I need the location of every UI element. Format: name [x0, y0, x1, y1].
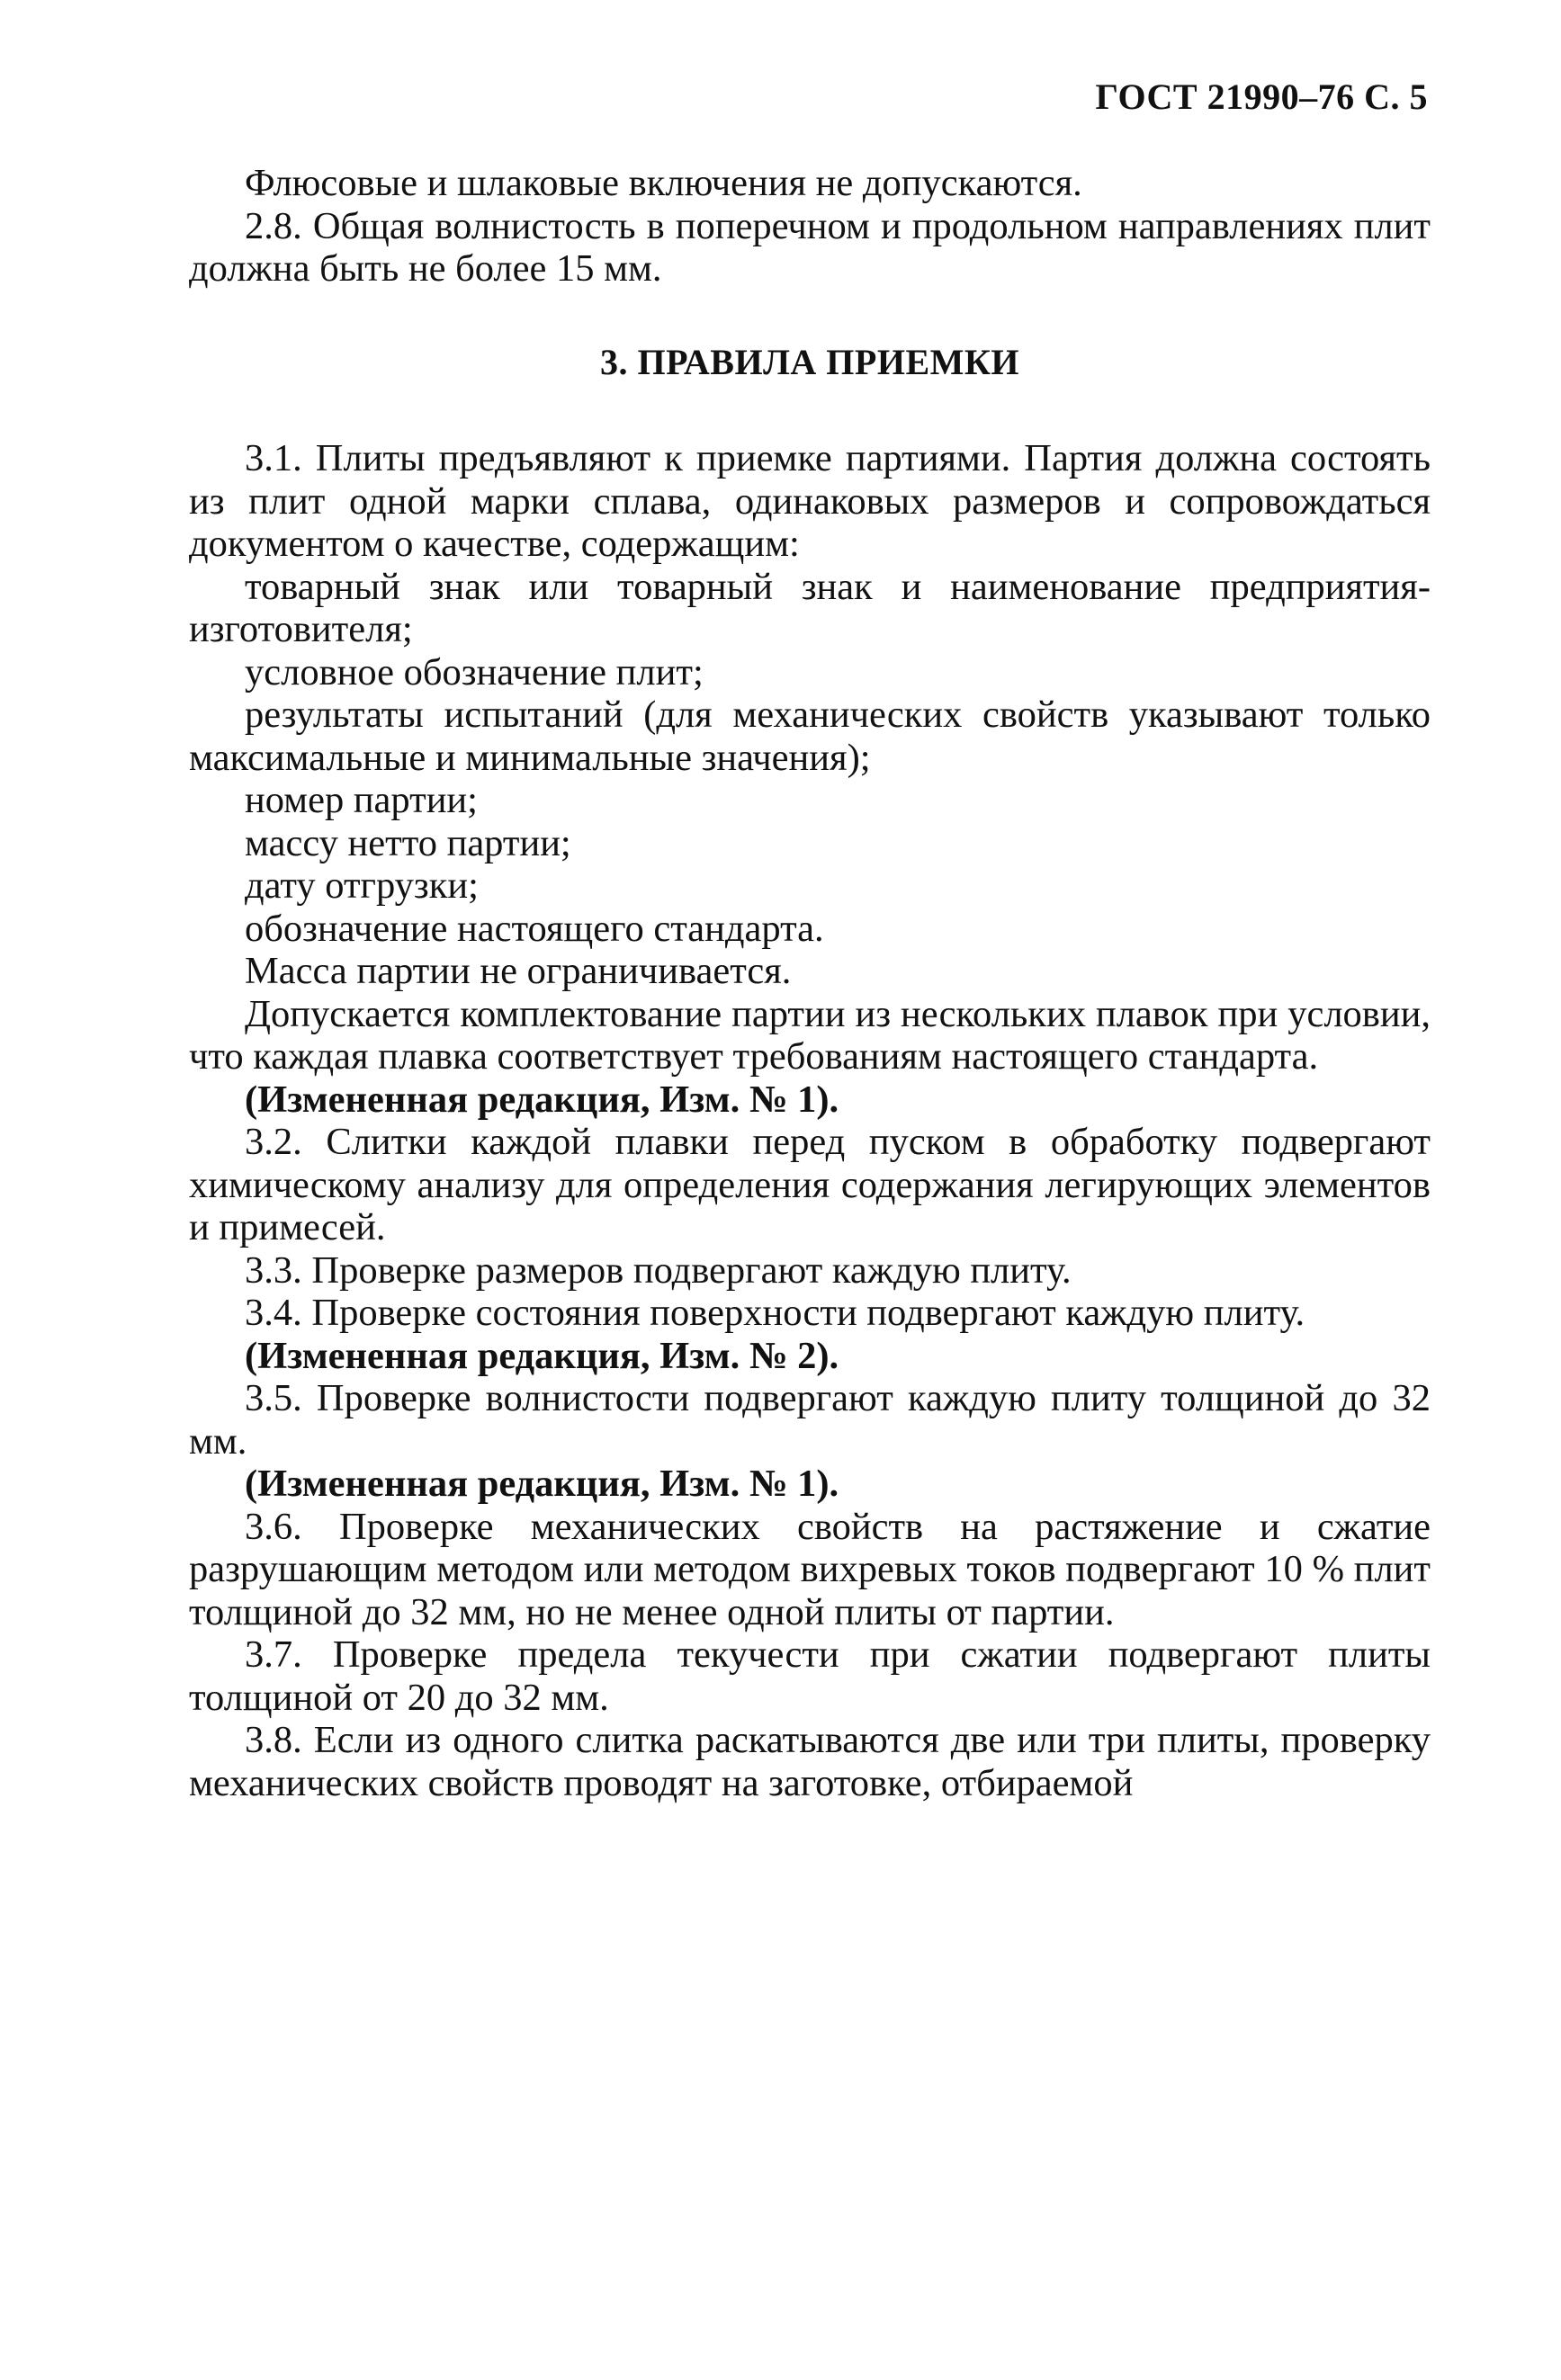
- list-item-test-results: результаты испытаний (для механических свойств указывают только максимальные и минимальные значения);: [189, 693, 1431, 779]
- paragraph-2-8: 2.8. Общая волнистость в поперечном и продольном направлениях плит должна быть не более 15 мм.: [189, 204, 1431, 290]
- list-item-net-mass: массу нетто партии;: [245, 821, 571, 864]
- paragraph-3-4: 3.4. Проверке состояния поверхности подвергают каждую плиту.: [245, 1292, 1305, 1334]
- document-body: [189, 162, 1431, 1804]
- paragraph-3-1: 3.1. Плиты предъявляют к приемке партиями. Партия должна состоять из плит одной марки сплава, одинаковых размеров и сопровождаться документом о качестве, содержащим:: [189, 437, 1431, 565]
- amendment-note-3: (Измененная редакция, Изм. № 1).: [245, 1463, 839, 1505]
- paragraph-batch-assembly: Допускается комплектование партии из нескольких плавок при условии, что каждая плавка соответствует требованиям настоящего стандарта.: [189, 992, 1431, 1078]
- paragraph-flux-inclusions: Флюсовые и шлаковые включения не допускаются.: [245, 162, 1082, 204]
- paragraph-3-8: 3.8. Если из одного слитка раскатываются две или три плиты, проверку механических свойств проводят на заготовке, отбираемой: [189, 1719, 1431, 1804]
- paragraph-batch-mass: Масса партии не ограничивается.: [245, 950, 792, 992]
- list-item-designation: условное обозначение плит;: [245, 650, 704, 693]
- list-item-trademark: товарный знак или товарный знак и наименование предприятия-изготовителя;: [189, 565, 1431, 650]
- list-item-batch-number: номер партии;: [245, 779, 478, 821]
- paragraph-3-6: 3.6. Проверке механических свойств на растяжение и сжатие разрушающим методом или методом вихревых токов подвергают 10 % плит толщиной до 32 мм, но не менее одной плиты от партии.: [189, 1505, 1431, 1633]
- paragraph-3-3: 3.3. Проверке размеров подвергают каждую плиту.: [245, 1248, 1072, 1292]
- paragraph-3-2: 3.2. Слитки каждой плавки перед пуском в обработку подвергают химическому анализу для определения содержания легирующих элементов и примесей.: [189, 1121, 1431, 1248]
- paragraph-3-5: 3.5. Проверке волнистости подвергают каждую плиту толщиной до 32 мм.: [189, 1377, 1431, 1463]
- section-title: 3. ПРАВИЛА ПРИЕМКИ: [599, 341, 1019, 382]
- list-item-standard-designation: обозначение настоящего стандарта.: [245, 907, 824, 950]
- amendment-note-2: (Измененная редакция, Изм. № 2).: [245, 1334, 839, 1377]
- running-header: ГОСТ 21990–76 С. 5: [1095, 76, 1428, 117]
- list-item-shipment-date: дату отгрузки;: [245, 864, 479, 907]
- amendment-note-1: (Измененная редакция, Изм. № 1).: [245, 1078, 839, 1121]
- paragraph-3-7: 3.7. Проверке предела текучести при сжатии подвергают плиты толщиной от 20 до 32 мм.: [189, 1633, 1431, 1719]
